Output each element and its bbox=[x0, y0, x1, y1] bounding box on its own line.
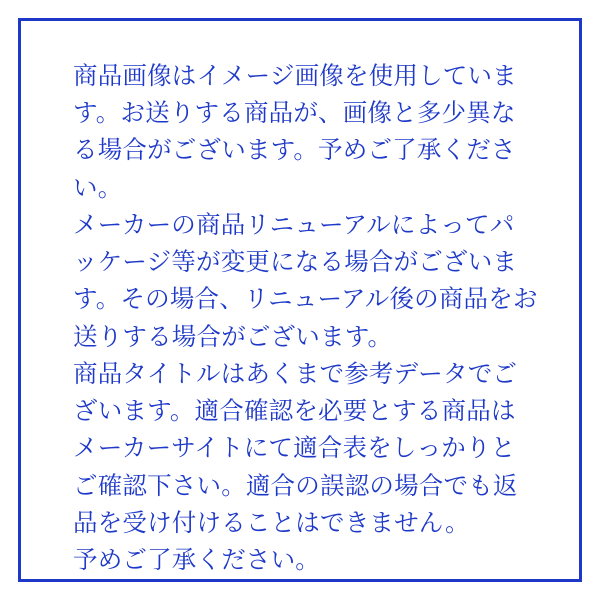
notice-paragraph-2: メーカーの商品リニューアルによってパッケージ等が変更になる場合がございます。その場合、リニューアル後の商品をお送りする場合がございます。 bbox=[73, 209, 538, 351]
notice-paragraph-3: 商品タイトルはあくまで参考データでございます。適合確認を必要とする商品はメーカーサイトにて適合表をしっかりとご確認下さい。適合の誤認の場合でも返品を受け付けることはできません。 bbox=[73, 358, 518, 537]
notice-frame bbox=[18, 18, 582, 582]
notice-paragraph-4: 予めご了承ください。 bbox=[73, 545, 320, 575]
notice-text-block bbox=[73, 57, 539, 578]
notice-paragraph-1: 商品画像はイメージ画像を使用しています。お送りする商品が、画像と多少異なる場合がございます。予めご了承ください。 bbox=[73, 61, 517, 202]
